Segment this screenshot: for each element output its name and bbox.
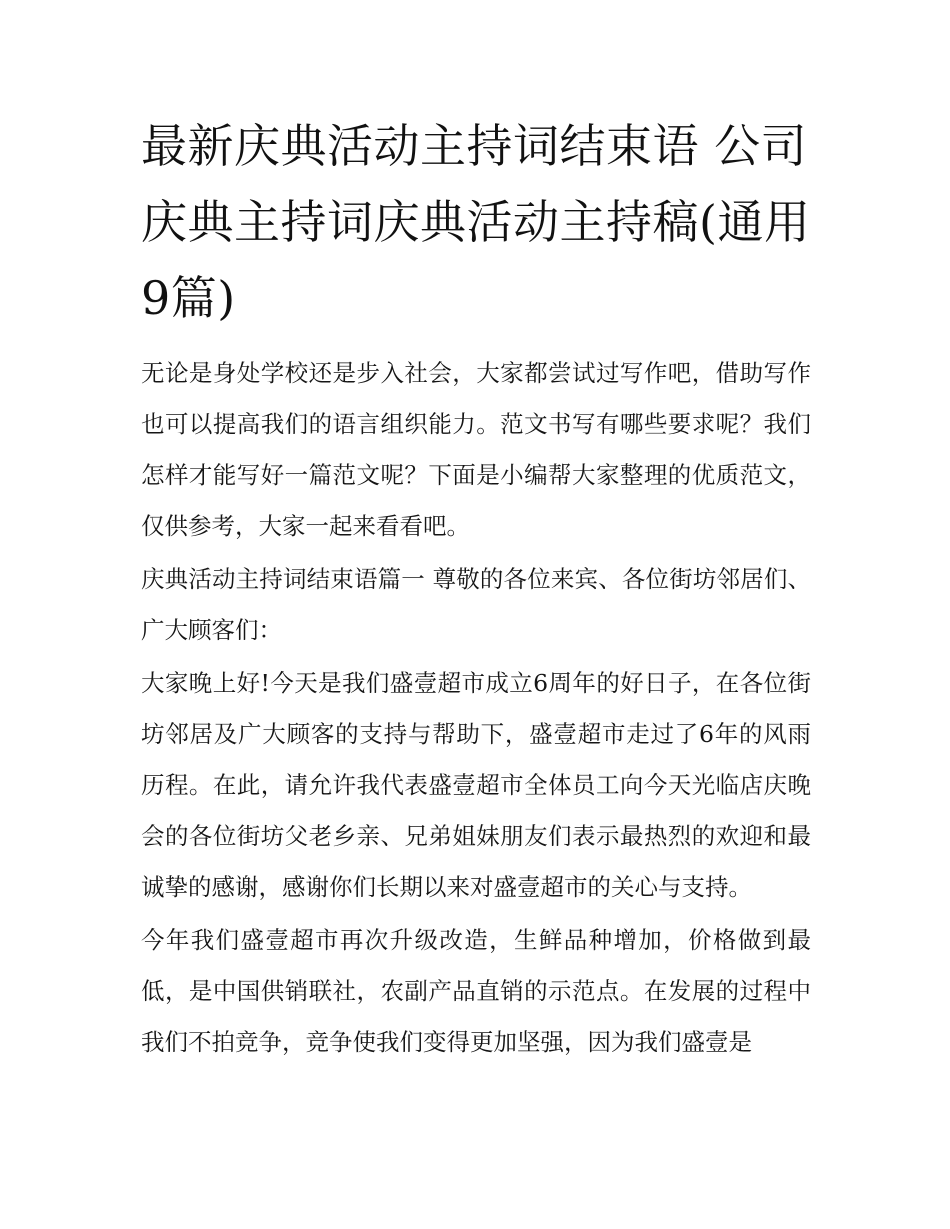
paragraph-intro: 无论是身处学校还是步入社会，大家都尝试过写作吧，借助写作也可以提高我们的语言组织能力。范文书写有哪些要求呢？我们怎样才能写好一篇范文呢？下面是小编帮大家整理的优质范文，仅供参考，大家一起来看看吧。: [141, 359, 811, 540]
paragraph-section-heading: 庆典活动主持词结束语篇一 尊敬的各位来宾、各位街坊邻居们、广大顾客们：: [141, 565, 811, 644]
paragraph-development: 今年我们盛壹超市再次升级改造，生鲜品种增加，价格做到最低，是中国供销联社，农副产品直销的示范点。在发展的过程中我们不拍竞争，竞争使我们变得更加坚强，因为我们盛壹是: [141, 926, 811, 1056]
paragraph-greeting: 大家晚上好!今天是我们盛壹超市成立6周年的好日子，在各位街坊邻居及广大顾客的支持与帮助下，盛壹超市走过了6年的风雨历程。在此，请允许我代表盛壹超市全体员工向今天光临店庆晚会的各位街坊父老乡亲、兄弟姐妹朋友们表示最热烈的欢迎和最诚挚的感谢，感谢你们长期以来对盛壹超市的关心与支持。: [141, 669, 811, 901]
document-title: 最新庆典活动主持词结束语 公司庆典主持词庆典活动主持稿(通用9篇): [141, 119, 811, 325]
document-content: [141, 108, 811, 1070]
